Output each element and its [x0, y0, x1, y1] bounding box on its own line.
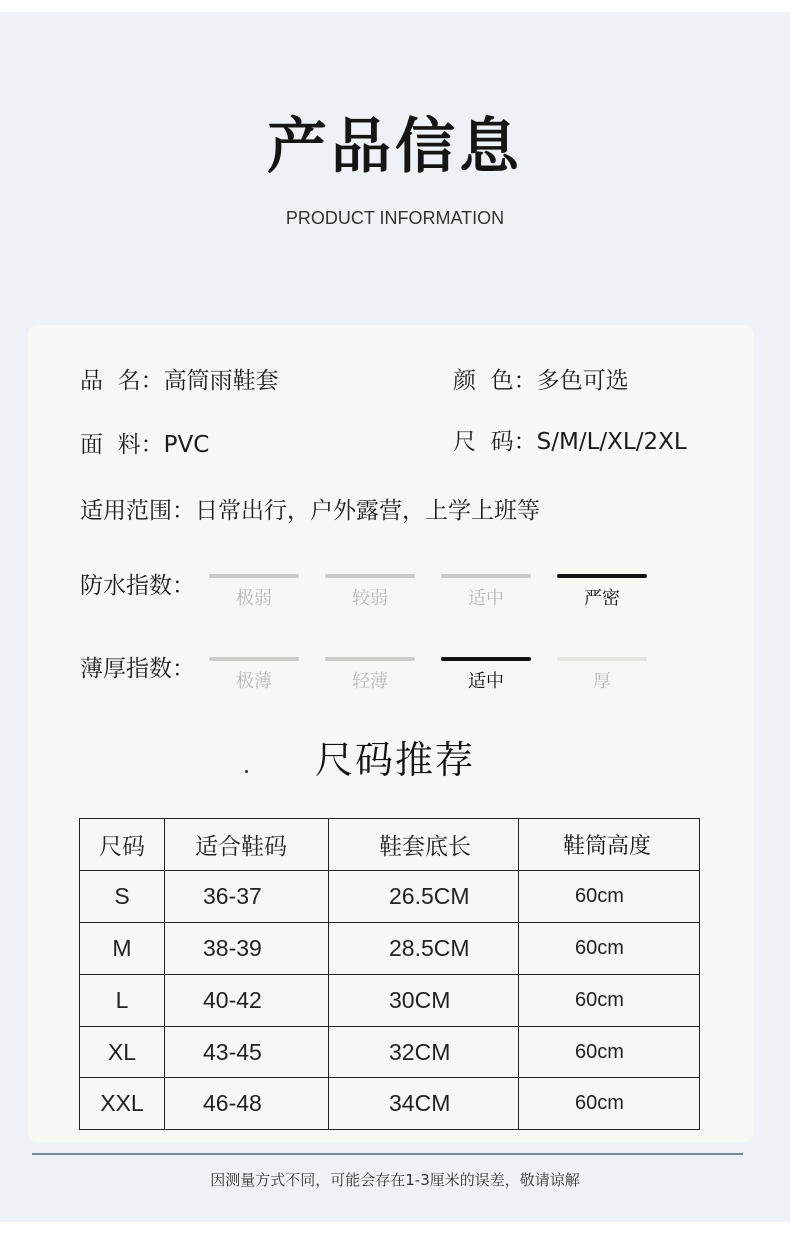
cell-sole-length: 30CM — [329, 975, 519, 1027]
size-section-title: 尺码推荐 — [314, 738, 475, 782]
thickness-level-label: 极薄 — [236, 671, 272, 692]
table-row — [80, 1078, 700, 1130]
cell-sole-length: 34CM — [329, 1078, 519, 1130]
color-label: 颜 色： — [453, 368, 537, 394]
waterproof-level-bar — [557, 574, 647, 578]
waterproof-level-4 — [557, 574, 647, 610]
page-subtitle: PRODUCT INFORMATION — [285, 208, 505, 228]
waterproof-level-bar — [325, 574, 415, 578]
product-name-field — [80, 366, 279, 396]
header-sole-length: 鞋套底长 — [329, 819, 519, 871]
table-row — [80, 923, 700, 975]
usage-label: 适用范围： — [80, 498, 195, 524]
usage-field — [80, 496, 540, 526]
waterproof-level-label: 适中 — [468, 588, 504, 609]
waterproof-label: 防水指数： — [80, 573, 195, 599]
thickness-level-label: 厚 — [593, 671, 611, 692]
cell-tube-height: 60cm — [519, 1027, 700, 1078]
cell-sole-length: 28.5CM — [329, 923, 519, 975]
thickness-level-3 — [441, 657, 531, 693]
header-tube-height: 鞋筒高度 — [519, 819, 700, 871]
thickness-level-4 — [557, 657, 647, 693]
thickness-level-bar — [441, 657, 531, 661]
size-field — [453, 427, 687, 457]
color-field — [453, 366, 629, 396]
measurement-note: 因测量方式不同，可能会存在1-3厘米的误差，敬请谅解 — [210, 1171, 580, 1189]
thickness-level-2 — [325, 657, 415, 693]
waterproof-level-bar — [441, 574, 531, 578]
footer-divider — [32, 1153, 743, 1155]
size-table — [79, 818, 700, 1130]
table-header-row — [80, 819, 700, 871]
waterproof-level-2 — [325, 574, 415, 610]
cell-shoe-size: 43-45 — [165, 1027, 329, 1078]
cell-size: XL — [80, 1027, 165, 1078]
thickness-label: 薄厚指数： — [80, 656, 195, 682]
size-value: S/M/L/XL/2XL — [536, 429, 687, 455]
cell-tube-height: 60cm — [519, 871, 700, 923]
table-row — [80, 871, 700, 923]
waterproof-level-label: 较弱 — [352, 588, 388, 609]
thickness-level-bar — [325, 657, 415, 661]
thickness-level-1 — [209, 657, 299, 693]
cell-shoe-size: 36-37 — [165, 871, 329, 923]
waterproof-level-label: 极弱 — [236, 588, 272, 609]
thickness-level-bar — [557, 657, 647, 661]
thickness-level-label: 适中 — [468, 671, 504, 692]
waterproof-level-1 — [209, 574, 299, 610]
thickness-level-bar — [209, 657, 299, 661]
cell-sole-length: 32CM — [329, 1027, 519, 1078]
waterproof-level-3 — [441, 574, 531, 610]
cell-size: XXL — [80, 1078, 165, 1130]
cell-tube-height: 60cm — [519, 975, 700, 1027]
header-size: 尺码 — [80, 819, 165, 871]
cell-size: L — [80, 975, 165, 1027]
header-shoe-size: 适合鞋码 — [165, 819, 329, 871]
table-row — [80, 1027, 700, 1078]
cell-size: S — [80, 871, 165, 923]
waterproof-level-bar — [209, 574, 299, 578]
thickness-level-label: 轻薄 — [352, 671, 388, 692]
cell-shoe-size: 46-48 — [165, 1078, 329, 1130]
product-name-value: 高筒雨鞋套 — [163, 368, 279, 394]
cell-sole-length: 26.5CM — [329, 871, 519, 923]
cell-tube-height: 60cm — [519, 1078, 700, 1130]
size-label: 尺 码： — [453, 429, 537, 455]
material-label: 面 料： — [80, 432, 164, 458]
material-value: PVC — [163, 432, 210, 458]
cell-tube-height: 60cm — [519, 923, 700, 975]
usage-value: 日常出行，户外露营，上学上班等 — [195, 498, 540, 524]
cell-shoe-size: 38-39 — [165, 923, 329, 975]
table-row — [80, 975, 700, 1027]
waterproof-level-label: 严密 — [584, 588, 620, 609]
product-name-label: 品 名： — [80, 368, 164, 394]
cell-shoe-size: 40-42 — [165, 975, 329, 1027]
cell-size: M — [80, 923, 165, 975]
page-title: 产品信息 — [267, 112, 523, 182]
material-field — [80, 430, 209, 460]
color-value: 多色可选 — [536, 368, 629, 394]
